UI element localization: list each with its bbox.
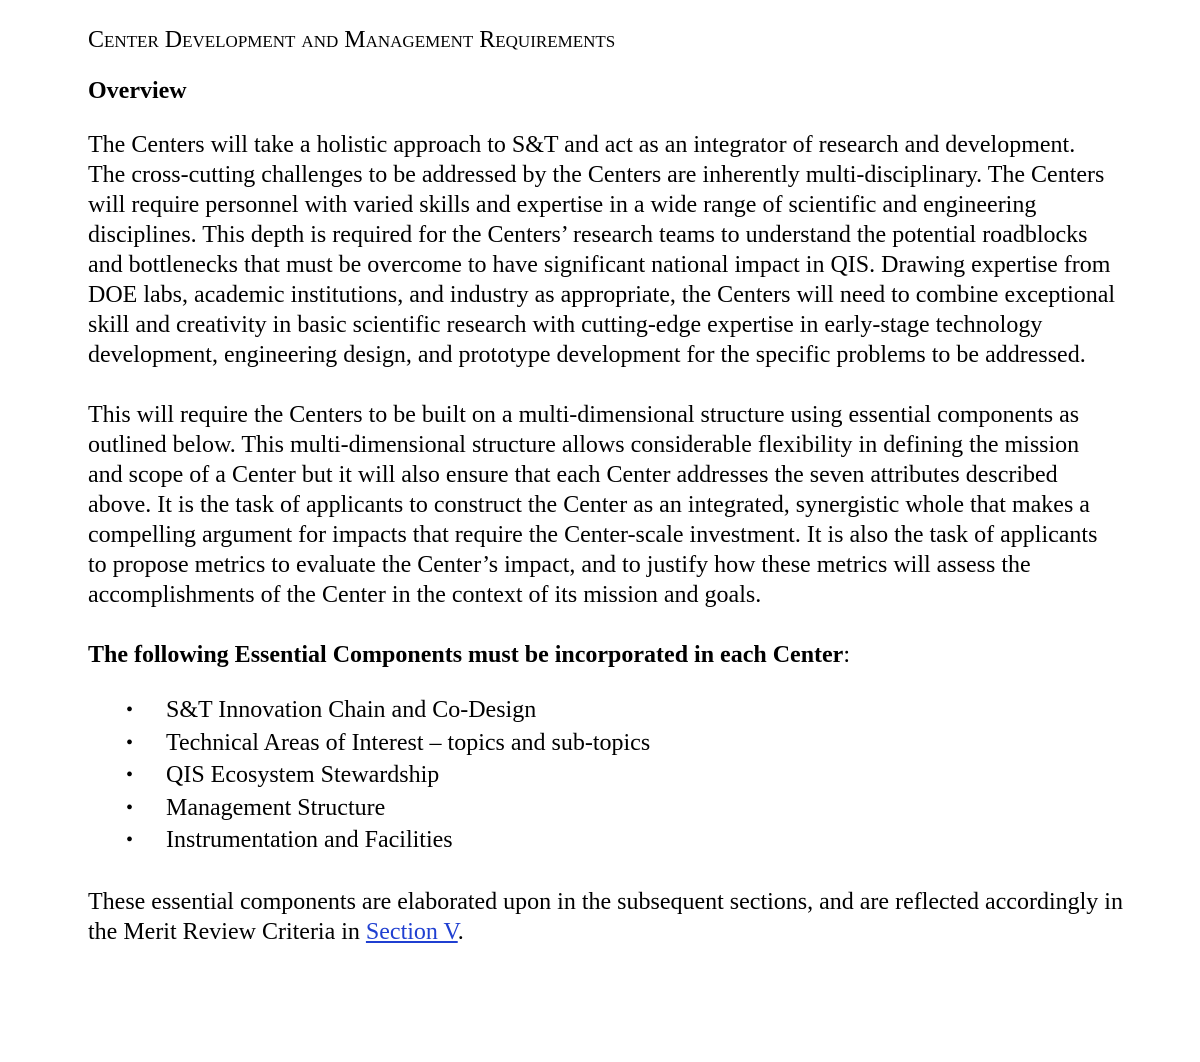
paragraph-2: This will require the Centers to be built on a multi-dimensional structure using essential components as outlined below. This multi-dimensional structure allows considerable flexibility in defining the mission and scope of a Center but it will also ensure that each Center addresses the seven attributes described above. It is the task of applicants to construct the Center as an integrated, synergistic whole that makes a compelling argument for impacts that require the Center-scale investment. It is also the task of applicants to propose metrics to evaluate the Center’s impact, and to justify how these metrics will assess the accomplishments of the Center in the context of its mission and goals. bbox=[88, 402, 1098, 608]
list-item-label: Management Structure bbox=[166, 794, 386, 821]
paragraph-1: The Centers will take a holistic approach to S&T and act as an integrator of research and development. The cross-cutting challenges to be addressed by the Centers are inherently multi-disciplinary. The Centers will require personnel with varied skills and expertise in a wide range of scientific and engineering disciplines. This depth is required for the Centers’ research teams to understand the potential roadblocks and bottlenecks that must be overcome to have significant national impact in QIS. Drawing expertise from DOE labs, academic institutions, and industry as appropriate, the Centers will need to combine exceptional skill and creativity in basic scientific research with cutting-edge expertise in early-stage technology development, engineering design, and prototype development for the specific problems to be addressed. bbox=[88, 132, 1116, 368]
components-list bbox=[88, 694, 1128, 857]
list-item-label: QIS Ecosystem Stewardship bbox=[166, 762, 440, 788]
closing-suffix: . bbox=[457, 918, 464, 945]
bullet-icon: • bbox=[126, 699, 134, 721]
components-intro-suffix: : bbox=[843, 642, 851, 668]
list-item-label: S&T Innovation Chain and Co-Design bbox=[166, 697, 537, 723]
closing-paragraph bbox=[88, 887, 1128, 947]
list-item bbox=[88, 727, 1128, 760]
list-item bbox=[88, 824, 1128, 857]
document-page bbox=[88, 22, 1128, 947]
section-title: Center Development and Management Requirements bbox=[88, 27, 616, 53]
bullet-icon: • bbox=[126, 829, 134, 851]
list-item-label: Technical Areas of Interest – topics and sub-topics bbox=[166, 729, 651, 756]
list-item bbox=[88, 694, 1128, 727]
closing-text: These essential components are elaborated upon in the subsequent sections, and are reflected accordingly in the Merit Review Criteria in bbox=[88, 888, 1123, 945]
list-item bbox=[88, 792, 1128, 825]
bullet-icon: • bbox=[126, 731, 134, 754]
components-intro-bold: The following Essential Components must be incorporated in each Center bbox=[88, 642, 844, 668]
list-item-label: Instrumentation and Facilities bbox=[166, 827, 453, 853]
section-v-link[interactable]: Section V bbox=[365, 918, 458, 945]
components-intro bbox=[88, 640, 1128, 670]
list-item bbox=[88, 759, 1128, 792]
bullet-icon: • bbox=[126, 796, 134, 819]
bullet-icon: • bbox=[126, 764, 134, 786]
overview-heading: Overview bbox=[88, 78, 187, 104]
